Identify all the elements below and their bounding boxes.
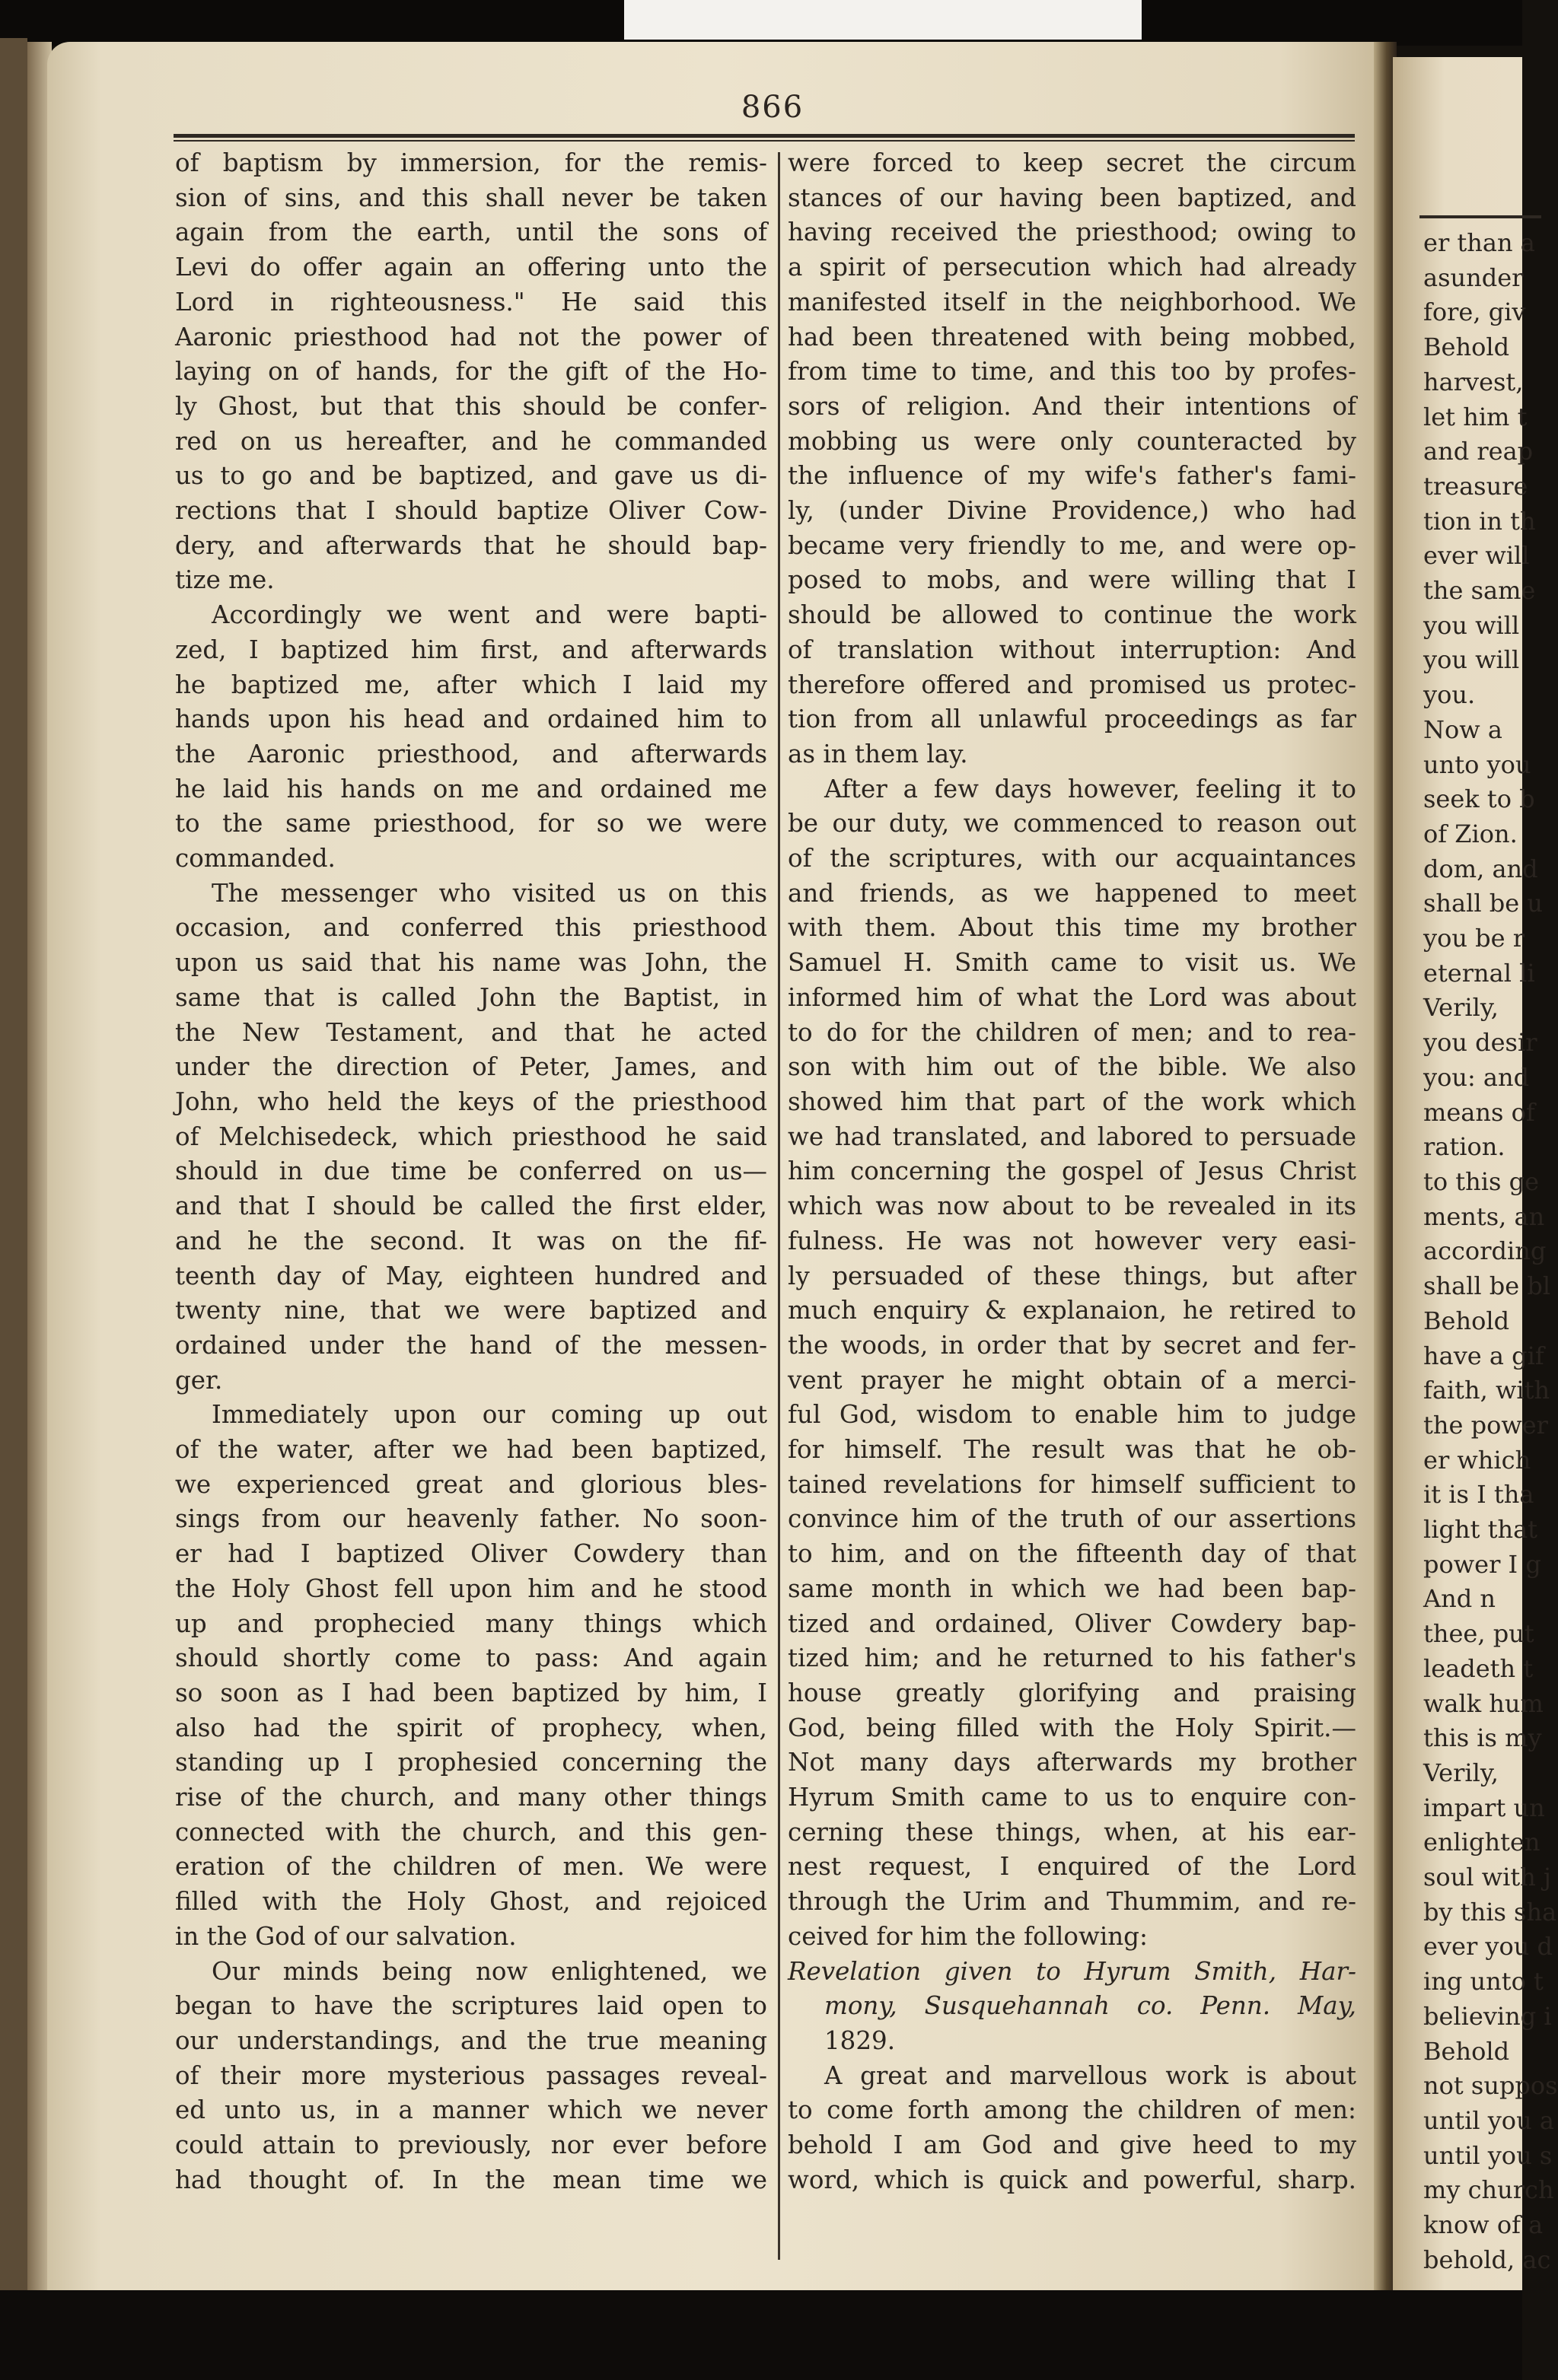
facing-page-line: walk hum [1423,1688,1544,1718]
facing-page-line: tion in th [1423,506,1536,536]
right-column-line: tion from all unlawful proceedings as far [788,705,1356,734]
left-column-line: occasion, and conferred this priesthood [175,913,767,943]
facing-page-line: means of [1423,1097,1535,1127]
facing-page-line: you desir [1423,1028,1537,1058]
right-column-line: be our duty, we commenced to reason out [788,809,1356,838]
facing-page-line: ments, an [1423,1201,1545,1231]
right-column-line: we had translated, and labored to persuade [788,1122,1356,1151]
facing-page-line: seek to b [1423,784,1535,814]
left-column-line: sion of sins, and this shall never be taken [175,183,767,212]
facing-page-line: the power [1423,1410,1548,1440]
right-column-line: for himself. The result was that he ob- [788,1435,1356,1465]
right-column-line: ful God, wisdom to enable him to judge [788,1400,1356,1430]
left-column-line: Lord in righteousness." He said this [175,287,767,317]
right-column-line: behold I am God and give heed to my [788,2130,1356,2160]
facing-page-rule [1419,215,1541,218]
left-column-line: he laid his hands on me and ordained me [175,774,767,803]
left-column-line: upon us said that his name was John, the [175,948,767,978]
right-column-line: through the Urim and Thummim, and re- [788,1887,1356,1917]
facing-page-line: harvest, [1423,367,1524,396]
right-column-line: him concerning the gospel of Jesus Christ [788,1157,1356,1186]
facing-page-line: er than a [1423,228,1535,257]
left-column-line: The messenger who visited us on this [212,878,767,908]
facing-page-line: ing unto t [1423,1967,1544,1997]
left-column-line: er had I baptized Oliver Cowdery than [175,1539,767,1569]
facing-page-line: light that [1423,1515,1537,1545]
left-column-line: began to have the scriptures laid open to [175,1991,767,2021]
left-column-line: our understandings, and the true meaning [175,2025,767,2055]
left-column-line: red on us hereafter, and he commanded [175,426,767,456]
left-column-line: Aaronic priesthood had not the power of [175,322,767,352]
left-column-line: of baptism by immersion, for the remis- [175,148,767,177]
left-column-line: rections that I should baptize Oliver Cow- [175,496,767,526]
right-column-line: son with him out of the bible. We also [788,1052,1356,1082]
left-column-line: standing up I prophesied concerning the [175,1748,767,1777]
facing-page-line: shall be bl [1423,1271,1551,1301]
right-column-line: ly persuaded of these things, but after [788,1261,1356,1290]
left-column-line: commanded. [175,844,336,873]
right-column-line: the woods, in order that by secret and fer- [788,1330,1356,1360]
left-column-line: eration of the children of men. We were [175,1852,767,1882]
right-column-line: were forced to keep secret the circum [788,148,1356,177]
right-column-line: showed him that part of the work which [788,1087,1356,1116]
facing-page-line: leadeth t [1423,1653,1534,1683]
facing-page-line: Behold [1423,1306,1510,1335]
right-column-line: to do for the children of men; and to rea- [788,1017,1356,1047]
facing-page-line: not suppos [1423,2071,1558,2101]
left-column-line: up and prophecied many things which [175,1608,767,1638]
book-page-edges [0,38,27,2298]
facing-page-line: you be r [1423,924,1525,953]
right-column-line: tained revelations for himself sufficient to [788,1469,1356,1499]
right-column-line: Hyrum Smith came to us to enquire con- [788,1783,1356,1812]
left-column-line: same that is called John the Baptist, in [175,982,767,1012]
right-column-line: house greatly glorifying and praising [788,1678,1356,1707]
right-column-line: nest request, I enquired of the Lord [788,1852,1356,1882]
left-column-line: Accordingly we went and were bapti- [212,600,767,630]
facing-page-line: Now a [1423,714,1502,744]
right-column-line: as in them lay. [788,739,968,768]
right-column-line: fulness. He was not however very easi- [788,1226,1356,1255]
facing-page-line: until you s [1423,2140,1553,2170]
right-column-line: vent prayer he might obtain of a merci- [788,1365,1356,1395]
right-column-line: to come forth among the children of men: [788,2095,1356,2125]
left-column-line: and that I should be called the first elder, [175,1192,767,1221]
left-column-line: Levi do offer again an offering unto the [175,253,767,282]
right-column-line: mony, Susquehannah co. Penn. May, [824,1991,1356,2021]
left-column-line: ordained under the hand of the messen- [175,1330,767,1360]
right-column-line: A great and marvellous work is about [824,2060,1356,2090]
right-column-line: with them. About this time my brother [788,913,1356,943]
left-column-line: zed, I baptized him first, and afterwards [175,635,767,664]
left-column-line: so soon as I had been baptized by him, I [175,1678,767,1707]
left-column-line: ger. [175,1365,223,1395]
facing-page-line: let him t [1423,402,1528,431]
right-column-line: manifested itself in the neighborhood. We [788,287,1356,317]
facing-page-line: the same [1423,576,1536,606]
facing-page-line: know of a [1423,2210,1544,2240]
right-column-line: and friends, as we happened to meet [788,878,1356,908]
facing-page-line: Behold [1423,332,1510,362]
left-text-column [175,146,767,2197]
left-column-line: John, who held the keys of the priesthood [175,1087,767,1116]
left-column-line: tize me. [175,565,275,595]
left-column-line: of Melchisedeck, which priesthood he said [175,1122,767,1151]
left-column-line: connected with the church, and this gen- [175,1817,767,1847]
left-column-line: the New Testament, and that he acted [175,1017,767,1047]
facing-page-line: soul with j [1423,1863,1551,1892]
right-column-line: tized him; and he returned to his father's [788,1643,1356,1673]
facing-page-line: of Zion. [1423,819,1518,848]
facing-page-line: thee, put [1423,1619,1534,1649]
left-column-line: he baptized me, after which I laid my [175,670,767,699]
facing-page-line: shall be u [1423,889,1543,918]
left-column-line: to the same priesthood, for so we were [175,809,767,838]
facing-page-line: you will [1423,645,1520,675]
scan-top-paper [624,0,1142,40]
facing-page-line: to this ge [1423,1166,1540,1196]
right-column-line: posed to mobs, and were willing that I [788,565,1356,595]
left-column-line: also had the spirit of prophecy, when, [175,1713,767,1742]
facing-page-line: power I g [1423,1549,1541,1579]
right-column-line: sors of religion. And their intentions of [788,391,1356,421]
facing-page-line: believing i [1423,2001,1552,2031]
facing-page-line: have a gif [1423,1341,1544,1370]
right-text-column [788,146,1356,2197]
right-column-line: should be allowed to continue the work [788,600,1356,630]
right-column-line: of translation without interruption: And [788,635,1356,664]
facing-page [1393,57,1558,2290]
facing-page-line: ration. [1423,1132,1505,1162]
facing-page-line: my church [1423,2175,1554,2205]
left-column-line: filled with the Holy Ghost, and rejoiced [175,1887,767,1917]
facing-page-line: Verily, [1423,993,1499,1023]
page-number: 866 [741,90,804,125]
facing-page-line: fore, giv [1423,298,1526,327]
left-column-line: could attain to previously, nor ever before [175,2130,767,2160]
left-column-line: had thought of. In the mean time we [175,2165,767,2194]
column-divider [778,152,780,2260]
right-column-line: tized and ordained, Oliver Cowdery bap- [788,1608,1356,1638]
right-column-line: ly, (under Divine Providence,) who had [788,496,1356,526]
facing-page-line: Verily, [1423,1758,1499,1787]
right-column-line: therefore offered and promised us protec- [788,670,1356,699]
facing-page-line: you will [1423,610,1520,640]
facing-page-line: ever you d [1423,1932,1553,1962]
left-column-line: again from the earth, until the sons of [175,218,767,247]
facing-page-line: unto you [1423,749,1531,779]
left-column-line: in the God of our salvation. [175,1921,517,1951]
left-column-line: should shortly come to pass: And again [175,1643,767,1673]
right-column-line: ceived for him the following: [788,1921,1148,1951]
right-column-line: to him, and on the fifteenth day of that [788,1539,1356,1569]
left-column-line: us to go and be baptized, and gave us di- [175,461,767,491]
left-column-line: hands upon his head and ordained him to [175,705,767,734]
facing-page-line: And n [1423,1584,1496,1614]
facing-page-line: enlighten [1423,1828,1540,1857]
left-column-line: we experienced great and glorious bles- [175,1469,767,1499]
right-column-line: of the scriptures, with our acquaintances [788,844,1356,873]
right-column-line: much enquiry & explanaion, he retired to [788,1296,1356,1325]
right-column-line: convince him of the truth of our assertions [788,1504,1356,1534]
facing-page-line: impart un [1423,1793,1545,1822]
right-column-line: After a few days however, feeling it to [824,774,1356,803]
left-column-line: Immediately upon our coming up out [212,1400,767,1430]
facing-page-line: eternal li [1423,958,1535,988]
facing-page-line: according [1423,1236,1547,1266]
left-column-line: laying on of hands, for the gift of the Ho- [175,357,767,387]
right-column-line: which was now about to be revealed in its [788,1192,1356,1221]
right-column-line: the influence of my wife's father's fami- [788,461,1356,491]
left-column-line: twenty nine, that we were baptized and [175,1296,767,1325]
facing-page-line: until you a [1423,2105,1554,2135]
facing-page-line: ever will [1423,541,1530,571]
right-column-line: having received the priesthood; owing to [788,218,1356,247]
facing-page-line: and reap [1423,437,1534,466]
left-column-line: should in due time be conferred on us— [175,1157,767,1186]
left-column-line: under the direction of Peter, James, and [175,1052,767,1082]
left-column-line: rise of the church, and many other things [175,1783,767,1812]
right-column-line: Samuel H. Smith came to visit us. We [788,948,1356,978]
left-column-line: the Holy Ghost fell upon him and he stood [175,1573,767,1603]
left-column-line: the Aaronic priesthood, and afterwards [175,739,767,768]
right-column-line: mobbing us were only counteracted by [788,426,1356,456]
left-column-line: ly Ghost, but that this should be confer- [175,391,767,421]
right-column-line: informed him of what the Lord was about [788,982,1356,1012]
header-rule [174,134,1355,142]
left-column-line: of the water, after we had been baptized, [175,1435,767,1465]
left-column-line: of their more mysterious passages reveal- [175,2060,767,2090]
right-column-line: word, which is quick and powerful, sharp. [788,2165,1356,2194]
facing-page-line: behold, ac [1423,2245,1551,2274]
left-column-line: and he the second. It was on the fif- [175,1226,767,1255]
right-column-line: 1829. [824,2025,896,2055]
facing-page-line: by this sha [1423,1897,1557,1927]
facing-page-line: er which [1423,1445,1531,1475]
right-column-line: stances of our having been baptized, and [788,183,1356,212]
facing-page-line: faith, with [1423,1376,1550,1405]
right-column-line: cerning these things, when, at his ear- [788,1817,1356,1847]
right-column-line: Not many days afterwards my brother [788,1748,1356,1777]
scan-bottom-background [0,2290,1522,2380]
right-column-line: had been threatened with being mobbed, [788,322,1356,352]
left-column-line: sings from our heavenly father. No soon- [175,1504,767,1534]
left-column-line: teenth day of May, eighteen hundred and [175,1261,767,1290]
facing-page-line: dom, and [1423,854,1538,883]
right-column-line: a spirit of persecution which had already [788,253,1356,282]
left-column-line: ed unto us, in a manner which we never [175,2095,767,2125]
right-column-line: became very friendly to me, and were op- [788,530,1356,560]
facing-page-text [1423,226,1558,2277]
facing-page-line: you. [1423,680,1476,710]
right-column-line: Revelation given to Hyrum Smith, Har- [788,1956,1356,1986]
facing-page-line: you: and [1423,1062,1530,1092]
facing-page-line: it is I tha [1423,1480,1534,1510]
facing-page-line: this is my [1423,1723,1542,1753]
facing-page-line: Behold [1423,2036,1510,2066]
right-column-line: God, being filled with the Holy Spirit.— [788,1713,1356,1742]
facing-page-line: treasure [1423,471,1528,501]
right-column-line: from time to time, and this too by profes- [788,357,1356,387]
left-column-line: Our minds being now enlightened, we [212,1956,767,1986]
right-column-line: same month in which we had been bap- [788,1573,1356,1603]
facing-page-line: asunder [1423,262,1524,292]
left-column-line: dery, and afterwards that he should bap- [175,530,767,560]
